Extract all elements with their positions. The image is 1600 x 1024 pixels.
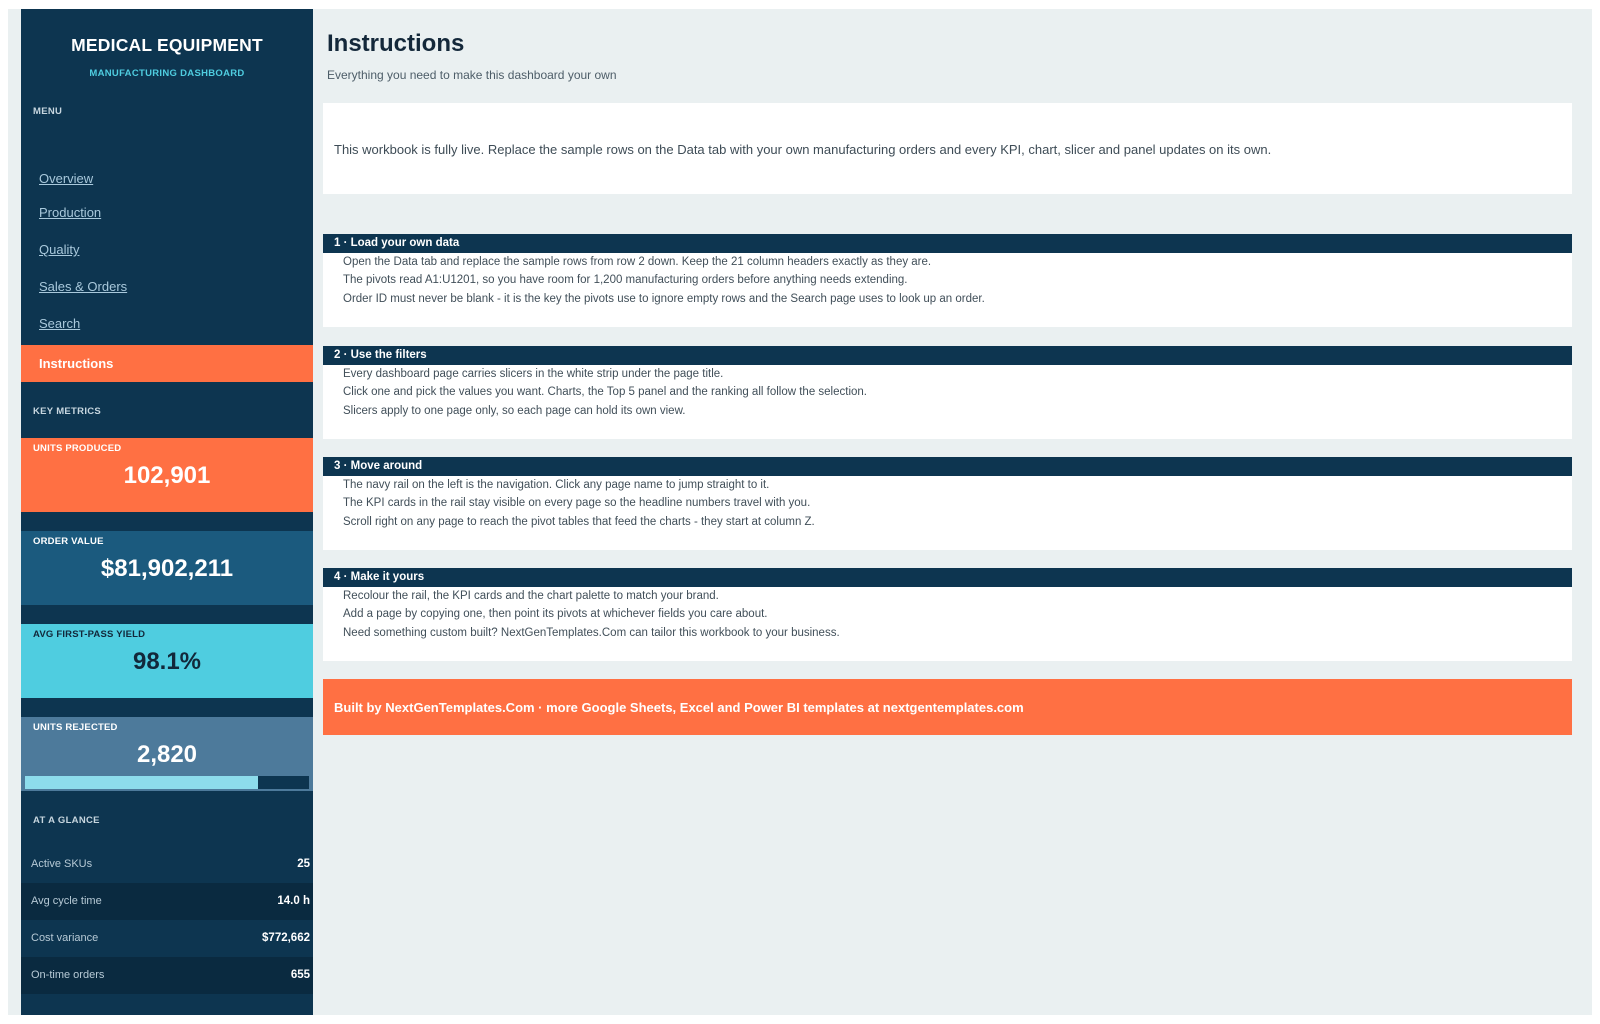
kpi-label: UNITS PRODUCED: [33, 443, 122, 454]
kpi-value: 2,820: [136, 741, 198, 768]
kpi-label: UNITS REJECTED: [33, 722, 118, 733]
brand-subtitle: MANUFACTURING DASHBOARD: [89, 68, 245, 79]
step-line: Slicers apply to one page only, so each page can hold its own view.: [343, 405, 686, 417]
step-line: Open the Data tab and replace the sample rows from row 2 down. Keep the 21 column headers exactly as they are.: [343, 256, 932, 268]
glance-row-on-time-orders: [21, 957, 313, 994]
step-line: Every dashboard page carries slicers in the white strip under the page title.: [343, 368, 724, 380]
glance-row-cost-variance: [21, 920, 313, 957]
kpi-label: ORDER VALUE: [33, 536, 104, 547]
sidebar: [21, 9, 313, 1015]
step-line: Need something custom built? NextGenTemplates.Com can tailor this workbook to your business.: [343, 627, 840, 639]
kpi-label: AVG FIRST-PASS YIELD: [33, 629, 146, 640]
rejected-progress-fill: [25, 776, 258, 789]
menu-heading: MENU: [33, 106, 63, 117]
nav-item-quality[interactable]: Quality: [39, 242, 80, 257]
footer-text: Built by NextGenTemplates.Com · more Google Sheets, Excel and Power BI templates at nextgentemplates.com: [334, 700, 1024, 715]
glance-label: On-time orders: [31, 969, 105, 981]
kpi-value: 102,901: [123, 462, 211, 489]
step-card-make-it-yours: [323, 568, 1572, 661]
step-heading: 2 · Use the filters: [323, 346, 1572, 365]
kpi-card-units-rejected: [21, 717, 313, 791]
app-window: [8, 9, 1592, 1015]
page-title: Instructions: [327, 30, 465, 57]
step-line: Order ID must never be blank - it is the key the pivots use to ignore empty rows and the Search page uses to look up an order.: [343, 293, 985, 305]
step-line: Add a page by copying one, then point its pivots at whichever fields you care about.: [343, 608, 768, 620]
page-subtitle: Everything you need to make this dashboard your own: [327, 68, 617, 82]
kpi-card-units-produced: [21, 438, 313, 512]
step-line: The navy rail on the left is the navigation. Click any page name to jump straight to it.: [343, 479, 770, 491]
nav-item-instructions[interactable]: Instructions: [21, 345, 313, 382]
step-heading: 3 · Move around: [323, 457, 1572, 476]
glance-row-active-skus: [21, 846, 313, 883]
step-line: Recolour the rail, the KPI cards and the chart palette to match your brand.: [343, 590, 719, 602]
nav-item-production[interactable]: Production: [39, 205, 102, 220]
glance-label: Active SKUs: [31, 858, 93, 870]
glance-value: $772,662: [262, 932, 310, 944]
step-line: The pivots read A1:U1201, so you have room for 1,200 manufacturing orders before anything needs extending.: [343, 274, 908, 286]
intro-panel: [323, 103, 1572, 194]
glance-value: 25: [297, 858, 310, 870]
step-line: Scroll right on any page to reach the pivot tables that feed the charts - they start at column Z.: [343, 516, 815, 528]
step-heading: 1 · Load your own data: [323, 234, 1572, 253]
rejected-progress-track: [25, 776, 309, 789]
step-card-use-filters: [323, 346, 1572, 439]
nav-item-sales-orders[interactable]: Sales & Orders: [39, 279, 128, 294]
step-card-load-data: [323, 234, 1572, 327]
brand-title: MEDICAL EQUIPMENT: [71, 35, 263, 55]
glance-value: 14.0 h: [277, 895, 310, 907]
nav-item-search[interactable]: Search: [39, 316, 81, 331]
step-line: Click one and pick the values you want. Charts, the Top 5 panel and the ranking all follow the selection.: [343, 386, 867, 398]
glance-label: Cost variance: [31, 932, 99, 944]
footer-banner[interactable]: [323, 679, 1572, 735]
glance-label: Avg cycle time: [31, 895, 102, 907]
kpi-value: $81,902,211: [100, 555, 234, 582]
kpi-card-order-value: [21, 531, 313, 605]
step-line: The KPI cards in the rail stay visible on every page so the headline numbers travel with you.: [343, 497, 811, 509]
step-card-move-around: [323, 457, 1572, 550]
at-a-glance-heading: AT A GLANCE: [33, 815, 100, 826]
kpi-card-first-pass-yield: [21, 624, 313, 698]
key-metrics-heading: KEY METRICS: [33, 406, 102, 417]
kpi-value: 98.1%: [132, 648, 202, 675]
step-heading: 4 · Make it yours: [323, 568, 1572, 587]
glance-value: 655: [290, 969, 310, 981]
intro-text: This workbook is fully live. Replace the sample rows on the Data tab with your own manufacturing orders and every KPI, chart, slicer and panel updates on its own.: [334, 142, 1272, 157]
main-content: [313, 9, 1592, 1015]
nav-item-overview[interactable]: Overview: [39, 171, 94, 186]
glance-row-avg-cycle-time: [21, 883, 313, 920]
